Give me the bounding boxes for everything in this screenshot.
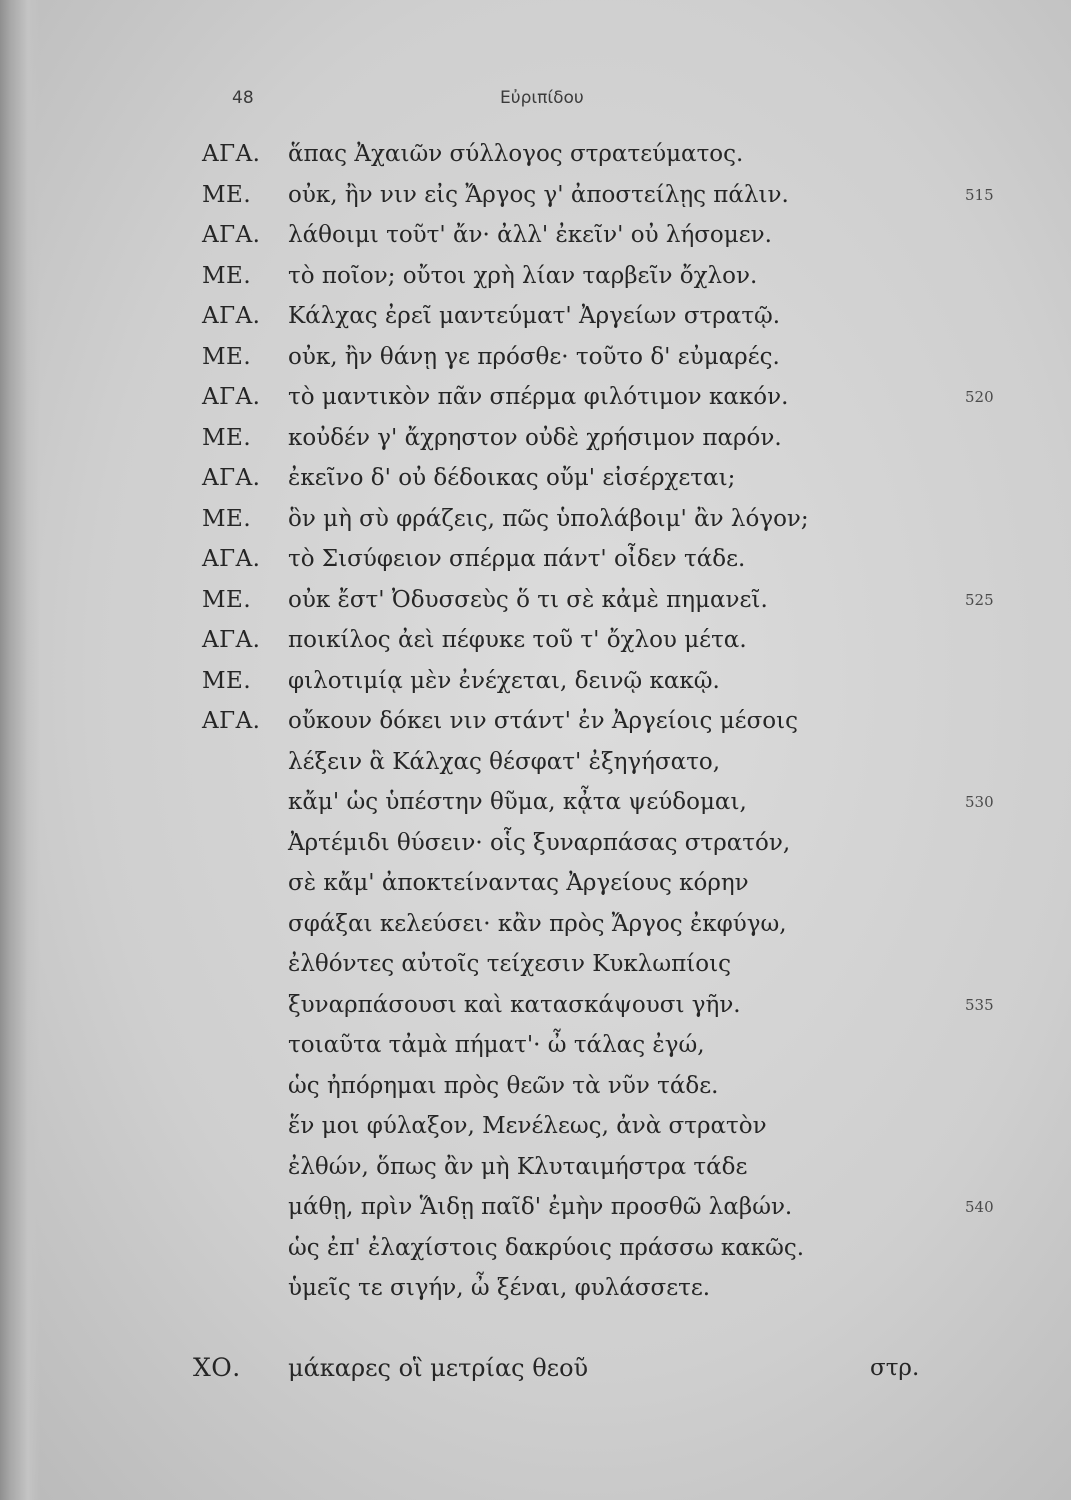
verse-line — [0, 134, 1071, 174]
speaker-label: ΜΕ. — [202, 668, 252, 694]
verse-text: Ἀρτέμιδι θύσειν· οἷς ξυναρπάσας στρατόν, — [288, 830, 791, 856]
verse-line — [0, 215, 1071, 255]
speaker-label: ΑΓΑ. — [202, 222, 261, 248]
verse-line — [0, 1106, 1071, 1146]
verse-text: ὡς ἐπ' ἐλαχίστοις δακρύοις πράσσω κακῶς. — [288, 1235, 805, 1261]
verse-text: τὸ ποῖον; οὔτοι χρὴ λίαν ταρβεῖν ὄχλον. — [288, 263, 758, 289]
verse-line — [0, 1147, 1071, 1187]
verse-text: ὑμεῖς τε σιγήν, ὦ ξέναι, φυλάσσετε. — [288, 1275, 711, 1301]
verse-line — [0, 661, 1071, 701]
line-number: 515 — [965, 186, 994, 204]
verse-line — [0, 620, 1071, 660]
verse-text: τοιαῦτα τἀμὰ πήματ'· ὦ τάλας ἐγώ, — [288, 1032, 705, 1058]
verse-text: ὡς ἠπόρημαι πρὸς θεῶν τὰ νῦν τάδε. — [288, 1073, 719, 1099]
verse-text: μάθῃ, πρὶν Ἅιδῃ παῖδ' ἐμὴν προσθῶ λαβών. — [288, 1194, 793, 1220]
verse-line — [0, 1228, 1071, 1268]
verse-line — [0, 296, 1071, 336]
verse-text: οὔκουν δόκει νιν στάντ' ἐν Ἀργείοις μέσοις — [288, 708, 799, 734]
speaker-label: ΜΕ. — [202, 587, 252, 613]
chorus-line — [0, 1346, 1071, 1390]
line-number: 540 — [965, 1198, 994, 1216]
verse-text: κἄμ' ὡς ὑπέστην θῦμα, κᾆτα ψεύδομαι, — [288, 789, 747, 815]
verse-line — [0, 782, 1071, 822]
strophe-marker: στρ. — [870, 1355, 920, 1381]
verse-text: ἕν μοι φύλαξον, Μενέλεως, ἀνὰ στρατὸν — [288, 1113, 767, 1139]
running-title: Εὐριπίδου — [500, 88, 584, 108]
verse-line — [0, 944, 1071, 984]
verse-line — [0, 1187, 1071, 1227]
verse-text: σὲ κἄμ' ἀποκτείναντας Ἀργείους κόρην — [288, 870, 749, 896]
verse-text: τὸ Σισύφειον σπέρμα πάντ' οἶδεν τάδε. — [288, 546, 746, 572]
verse-text: κοὐδέν γ' ἄχρηστον οὐδὲ χρήσιμον παρόν. — [288, 425, 782, 451]
speaker-label: ΑΓΑ. — [202, 465, 261, 491]
verse-line — [0, 458, 1071, 498]
speaker-label: ΑΓΑ. — [202, 546, 261, 572]
verse-text: ἐκεῖνο δ' οὐ δέδοικας οὔμ' εἰσέρχεται; — [288, 465, 736, 491]
verse-line — [0, 1025, 1071, 1065]
verse-line — [0, 175, 1071, 215]
speaker-label: ΑΓΑ. — [202, 708, 261, 734]
verse-line — [0, 377, 1071, 417]
verse-line — [0, 418, 1071, 458]
verse-text: λέξειν ἃ Κάλχας θέσφατ' ἐξηγήσατο, — [288, 749, 721, 775]
verse-line — [0, 499, 1071, 539]
verse-line — [0, 1066, 1071, 1106]
line-number: 535 — [965, 996, 994, 1014]
verse-text: ἅπας Ἀχαιῶν σύλλογος στρατεύματος. — [288, 141, 744, 167]
line-number: 520 — [965, 388, 994, 406]
verse-text: ποικίλος ἀεὶ πέφυκε τοῦ τ' ὄχλου μέτα. — [288, 627, 747, 653]
line-number: 525 — [965, 591, 994, 609]
verse-line — [0, 863, 1071, 903]
verse-line — [0, 580, 1071, 620]
page-header — [0, 88, 1071, 118]
verse-text: σφάξαι κελεύσει· κἂν πρὸς Ἄργος ἐκφύγω, — [288, 911, 787, 937]
chorus-speaker: ΧΟ. — [193, 1353, 241, 1382]
verse-line — [0, 904, 1071, 944]
verse-line — [0, 742, 1071, 782]
line-number: 530 — [965, 793, 994, 811]
verse-text: τὸ μαντικὸν πᾶν σπέρμα φιλότιμον κακόν. — [288, 384, 789, 410]
speaker-label: ΑΓΑ. — [202, 303, 261, 329]
verse-line — [0, 823, 1071, 863]
speaker-label: ΑΓΑ. — [202, 141, 261, 167]
verse-text: οὐκ, ἢν νιν εἰς Ἄργος γ' ἀποστείλῃς πάλιν. — [288, 182, 789, 208]
chorus-text: μάκαρες οἳ μετρίας θεοῦ — [288, 1354, 589, 1382]
verse-text: ὃν μὴ σὺ φράζεις, πῶς ὑπολάβοιμ' ἂν λόγον; — [288, 506, 809, 532]
verse-text: ξυναρπάσουσι καὶ κατασκάψουσι γῆν. — [288, 992, 741, 1018]
verse-text: οὐκ ἔστ' Ὀδυσσεὺς ὅ τι σὲ κἀμὲ πημανεῖ. — [288, 587, 768, 613]
verse-line — [0, 985, 1071, 1025]
verse-text: ἐλθών, ὅπως ἂν μὴ Κλυταιμήστρα τάδε — [288, 1154, 748, 1180]
speaker-label: ΜΕ. — [202, 344, 252, 370]
verse-text: φιλοτιμίᾳ μὲν ἐνέχεται, δεινῷ κακῷ. — [288, 668, 720, 694]
verse-text: λάθοιμι τοῦτ' ἄν· ἀλλ' ἐκεῖν' οὐ λήσομεν. — [288, 222, 772, 248]
speaker-label: ΜΕ. — [202, 506, 252, 532]
verse-line — [0, 256, 1071, 296]
verse-line — [0, 1268, 1071, 1308]
verse-line — [0, 539, 1071, 579]
speaker-label: ΑΓΑ. — [202, 627, 261, 653]
verse-line — [0, 337, 1071, 377]
verse-text: ἐλθόντες αὐτοῖς τείχεσιν Κυκλωπίοις — [288, 951, 731, 977]
verse-line — [0, 701, 1071, 741]
page-number: 48 — [232, 88, 254, 108]
speaker-label: ΑΓΑ. — [202, 384, 261, 410]
verse-text: Κάλχας ἐρεῖ μαντεύματ' Ἀργείων στρατῷ. — [288, 303, 781, 329]
speaker-label: ΜΕ. — [202, 182, 252, 208]
speaker-label: ΜΕ. — [202, 425, 252, 451]
speaker-label: ΜΕ. — [202, 263, 252, 289]
verse-text: οὐκ, ἢν θάνῃ γε πρόσθε· τοῦτο δ' εὐμαρές. — [288, 344, 780, 370]
